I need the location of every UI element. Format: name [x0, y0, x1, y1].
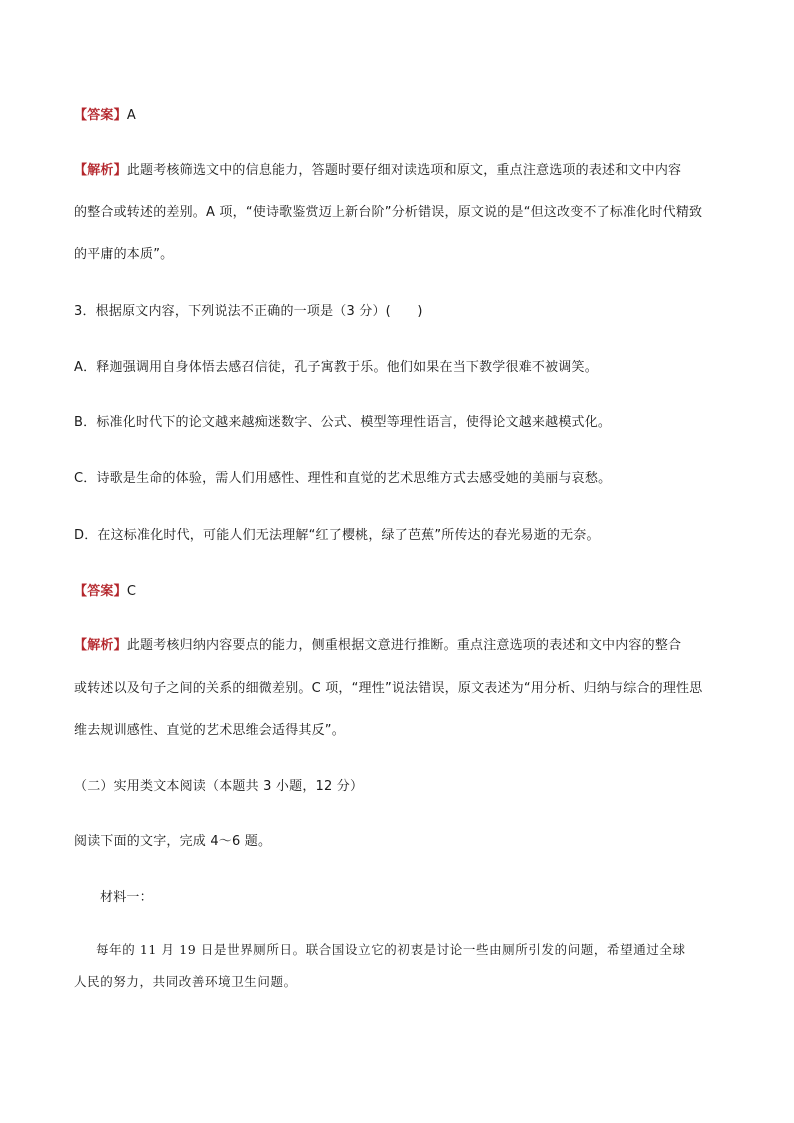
answer-tag: 【答案】: [74, 108, 127, 123]
analysis-line-3: 维去规训感性、直觉的艺术思维会适得其反”。: [74, 723, 345, 738]
option-c: C．诗歌是生命的体验，需人们用感性、理性和直觉的艺术思维方式去感受她的美丽与哀愁。: [74, 471, 612, 486]
option-d: D．在这标准化时代，可能人们无法理解“红了樱桃，绿了芭蕉”所传达的春光易逝的无奈。: [74, 528, 600, 543]
analysis-line-1: [74, 636, 681, 656]
analysis-text: 此题考核归纳内容要点的能力，侧重根据文意进行推断。重点注意选项的表述和文中内容的整合: [126, 638, 682, 653]
question-stem: 3．根据原文内容，下列说法不正确的一项是（3 分）( ): [74, 304, 423, 319]
answer-tag: 【答案】: [74, 584, 127, 599]
answer-line-1: [74, 106, 136, 126]
analysis-text: 此题考核筛选文中的信息能力，答题时要仔细对读选项和原文，重点注意选项的表述和文中内容: [126, 163, 682, 178]
analysis-line-2: 或转述以及句子之间的关系的细微差别。C 项，“理性”说法错误，原文表述为“用分析、归纳与综合的理性思: [74, 681, 703, 696]
answer-value: C: [126, 584, 137, 599]
analysis-line-3: 的平庸的本质”。: [74, 247, 174, 262]
reading-instruction: 阅读下面的文字，完成 4～6 题。: [74, 834, 272, 849]
material-paragraph-line-2: 人民的努力，共同改善环境卫生问题。: [74, 974, 297, 989]
analysis-line-1: [74, 161, 681, 181]
material-label: 材料一：: [100, 890, 153, 905]
analysis-line-2: 的整合或转述的差别。A 项，“使诗歌鉴赏迈上新台阶”分析错误，原文说的是“但这改变不了标准化时代精致: [74, 205, 703, 220]
answer-line-2: [74, 582, 136, 602]
answer-value: A: [126, 108, 136, 123]
analysis-tag: 【解析】: [74, 638, 127, 653]
analysis-tag: 【解析】: [74, 163, 127, 178]
material-paragraph-line-1: 每年的 11 月 19 日是世界厕所日。联合国设立它的初衷是讨论一些由厕所引发的问题，希望通过全球: [96, 942, 686, 957]
option-b: B．标准化时代下的论文越来越痴迷数字、公式、模型等理性语言，使得论文越来越模式化。: [74, 415, 612, 430]
section-heading: （二）实用类文本阅读（本题共 3 小题，12 分）: [74, 779, 364, 794]
option-a: A．释迦强调用自身体悟去感召信徒，孔子寓教于乐。他们如果在当下教学很难不被调笑。: [74, 360, 598, 375]
